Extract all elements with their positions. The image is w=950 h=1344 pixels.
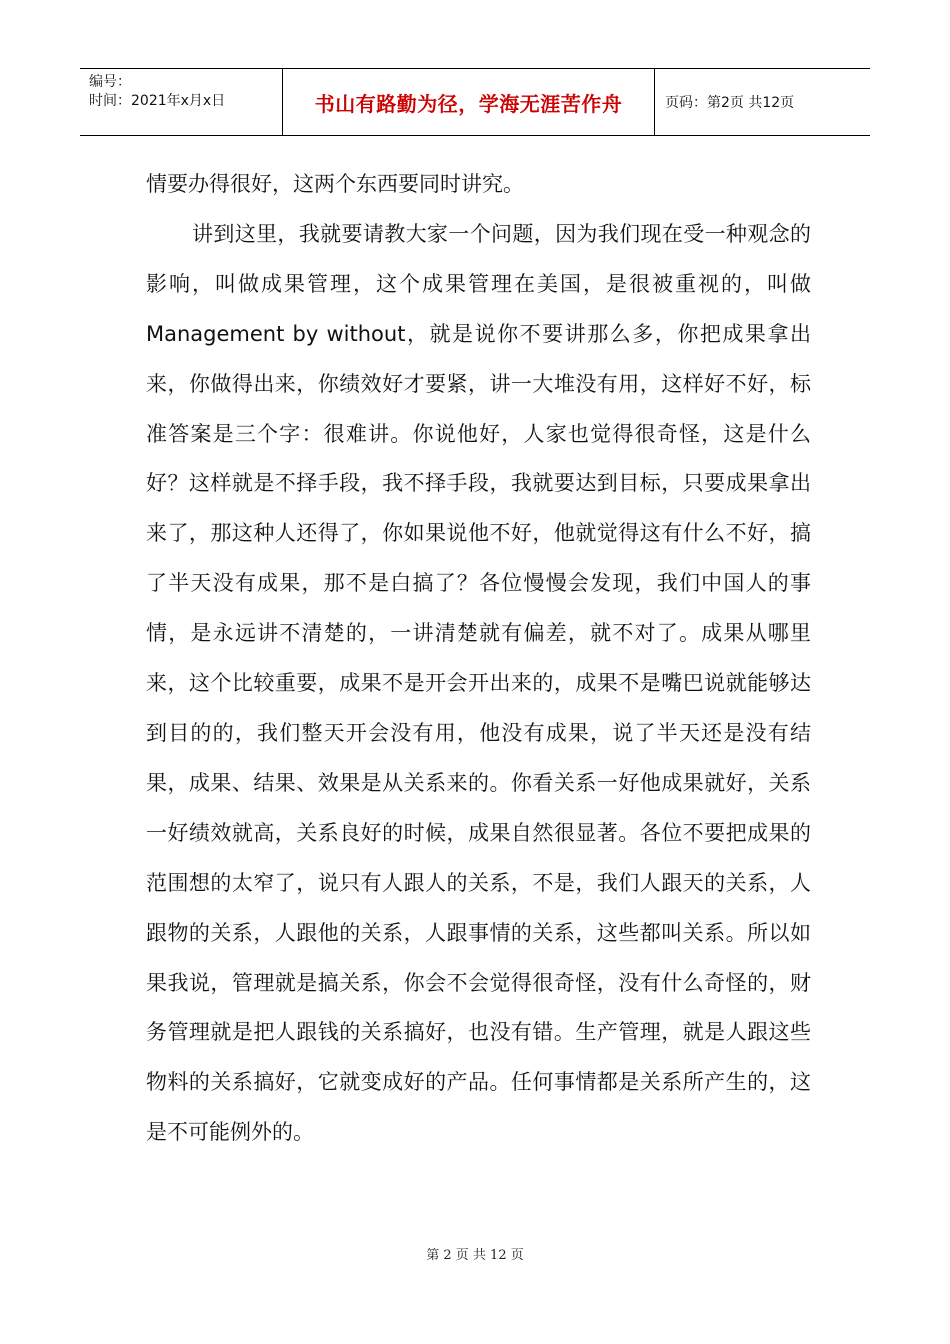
- header-page-info: 页码：第2页 共12页: [665, 95, 795, 111]
- page-footer: 第 2 页 共 12 页: [426, 1248, 524, 1263]
- header-motto: 书山有路勤为径，学海无涯苦作舟: [283, 69, 655, 135]
- paragraph-1: 情要办得很好，这两个东西要同时讲究。: [146, 172, 524, 196]
- paragraph-2: 讲到这里，我就要请教大家一个问题，因为我们现在受一种观念的影响，叫做成果管理，这个成果管理在美国，是很被重视的，叫做Management by without，就是说你不要讲那么多，你把成果拿出来，你做得出来，你绩效好才要紧，讲一大堆没有用，这样好不好，标准答案是三个字：很难讲。你说他好，人家也觉得很奇怪，这是什么好？这样就是不择手段，我不择手段，我就要达到目标，只要成果拿出来了，那这种人还得了，你如果说他不好，他就觉得这有什么不好，搞了半天没有成果，那不是白搞了？各位慢慢会发现，我们中国人的事情，是永远讲不清楚的，一讲清楚就有偏差，就不对了。成果从哪里来，这个比较重要，成果不是开会开出来的，成果不是嘴巴说就能够达到目的的，我们整天开会没有用，他没有成果，说了半天还是没有结果，成果、结果、效果是从关系来的。你看关系一好他成果就好，关系一好绩效就高，关系良好的时候，成果自然很显著。各位不要把成果的范围想的太窄了，说只有人跟人的关系，不是，我们人跟天的关系，人跟物的关系，人跟他的关系，人跟事情的关系，这些都叫关系。所以如果我说，管理就是搞关系，你会不会觉得很奇怪，没有什么奇怪的，财务管理就是把人跟钱的关系搞好，也没有错。生产管理，就是人跟这些物料的关系搞好，它就变成好的产品。任何事情都是关系所产生的，这是不可能例外的。: [146, 221, 811, 1145]
- document-body: [146, 160, 811, 1158]
- page-header: [80, 68, 870, 136]
- time-label: 时间：2021年x月x日: [89, 93, 226, 109]
- serial-label: 编号：: [89, 74, 131, 90]
- header-meta: [80, 69, 283, 135]
